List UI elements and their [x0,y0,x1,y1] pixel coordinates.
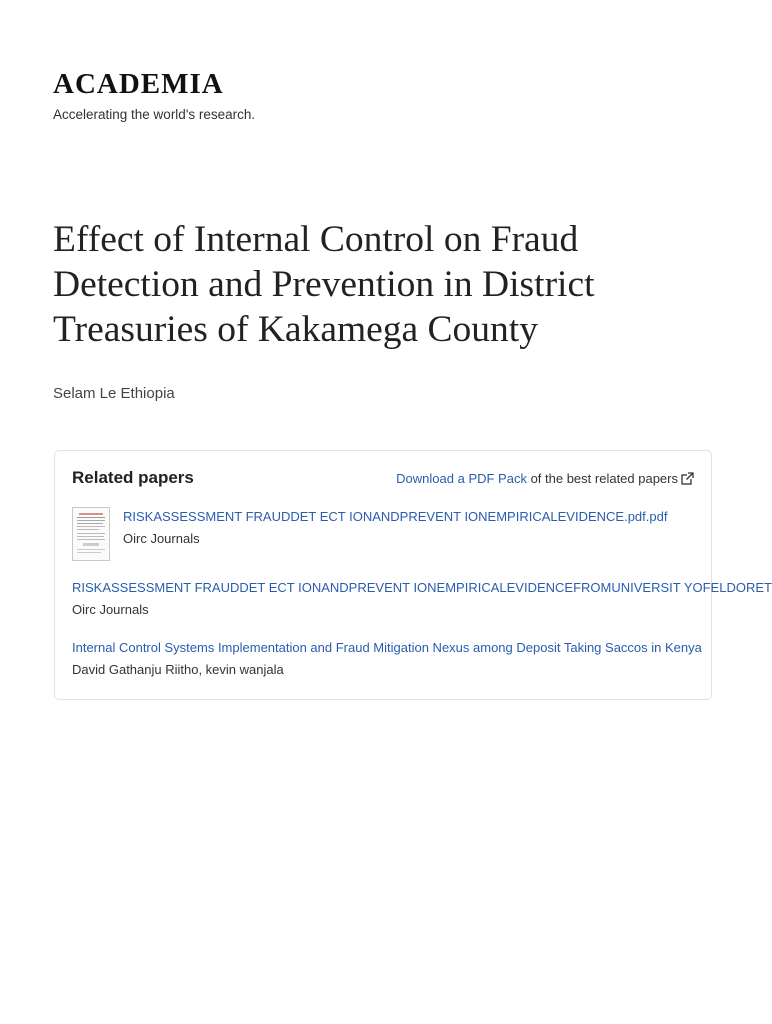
related-papers-card [54,450,772,700]
paper-title: Effect of Internal Control on Fraud Detection and Prevention in District Treasuries of Kakamega County [53,219,595,350]
related-paper-title-link[interactable]: RISKASSESSMENT FRAUDDET ECT IONANDPREVENT IONEMPIRICALEVIDENCEFROMUNIVERSIT YOFELDORET [72,580,772,595]
external-link-icon[interactable] [681,472,694,488]
related-paper-authors[interactable]: David Gathanju Riitho, kevin wanjala [72,662,284,677]
related-papers-header [72,468,694,490]
academia-tagline: Accelerating the world's research. [53,107,256,122]
download-pdf-pack-link[interactable]: Download a PDF Pack [396,471,527,486]
related-paper-title-link[interactable]: RISKASSESSMENT FRAUDDET ECT IONANDPREVENT IONEMPIRICALEVIDENCE.pdf.pdf [123,509,668,524]
paper-author[interactable]: Selam Le Ethiopia [53,385,175,402]
related-paper-item [72,579,772,618]
download-pdf-pack [396,471,694,488]
academia-logo[interactable]: ACADEMIA [53,68,224,100]
related-paper-item [72,639,702,678]
related-papers-heading: Related papers [72,468,194,487]
related-paper-text [123,508,694,547]
academia-header [53,66,255,122]
related-paper-authors[interactable]: Oirc Journals [123,531,200,546]
related-paper-title-link[interactable]: Internal Control Systems Implementation and Fraud Mitigation Nexus among Deposit Taking Saccos in Kenya [72,640,702,655]
download-pdf-pack-suffix: of the best related papers [526,471,678,486]
related-paper-authors[interactable]: Oirc Journals [72,602,149,617]
document-thumbnail-icon[interactable] [72,507,110,561]
